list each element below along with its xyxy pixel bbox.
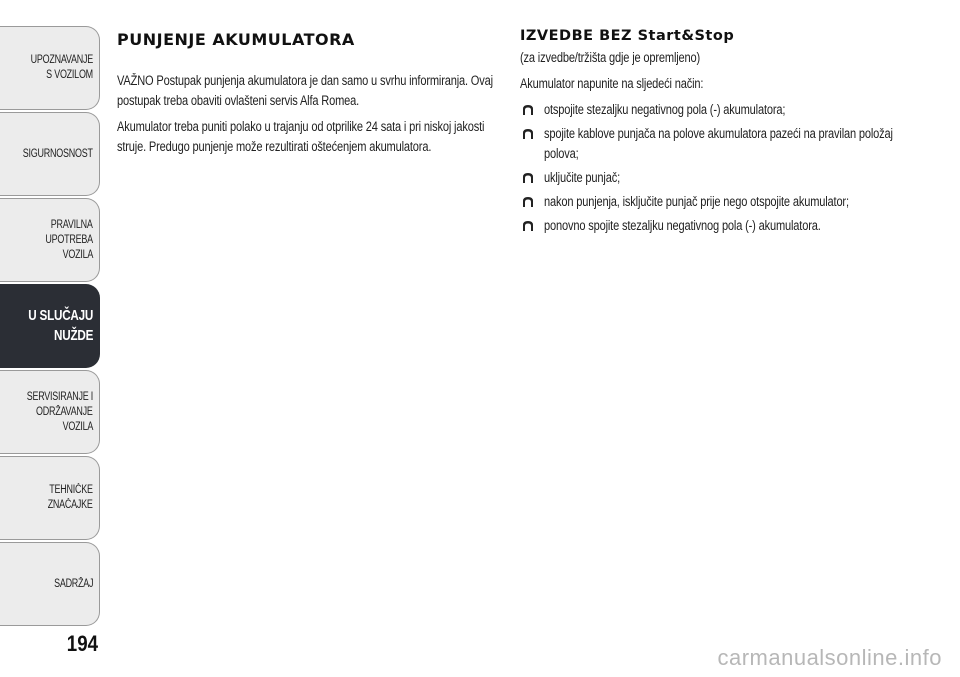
tab-sigurnosnost[interactable] <box>0 112 100 196</box>
charging-steps-list <box>520 100 920 236</box>
bullet-mark-icon <box>522 220 534 232</box>
list-item <box>520 216 920 236</box>
paragraph-text: Akumulator treba puniti polako u trajanju od otprilike 24 sata i pri niskoj jakosti struje. Predugo punjenje može rezultirati oštećenjem akumulatora. <box>117 119 485 154</box>
tab-label-line: VOZILA <box>62 420 93 433</box>
tab-upoznavanje-s-vozilom[interactable] <box>0 26 100 110</box>
bullet-mark-icon <box>522 196 534 208</box>
left-column <box>117 26 502 163</box>
step-text: ponovno spojite stezaljku negativnog pola (-) akumulatora. <box>544 218 821 233</box>
list-item <box>520 192 920 212</box>
tab-label-line: SIGURNOSNOST <box>23 147 93 160</box>
list-item <box>520 168 920 188</box>
tab-u-slucaju-nuzde[interactable] <box>0 284 100 368</box>
subsection-subtitle <box>520 48 920 68</box>
tab-label-line: PRAVILNA <box>51 218 93 231</box>
step-text: otspojite stezaljku negativnog pola (-) akumulatora; <box>544 102 786 117</box>
tab-label-line: TEHNIČKE <box>49 484 93 496</box>
tab-pravilna-upotreba-vozila[interactable] <box>0 198 100 282</box>
tab-label-line: ODRŽAVANJE <box>36 405 93 418</box>
list-item <box>520 100 920 120</box>
tab-label-line: SERVISIRANJE I <box>26 390 93 403</box>
subtitle-text: (za izvedbe/tržišta gdje je opremljeno) <box>520 50 701 65</box>
step-text: uključite punjač; <box>544 170 620 185</box>
important-note-paragraph <box>117 71 502 111</box>
watermark: carmanualsonline.info <box>717 645 942 670</box>
bullet-mark-icon <box>522 172 534 184</box>
tab-label-line: NUŽDE <box>53 327 93 344</box>
instructions-intro <box>520 74 920 94</box>
step-text: spojite kablove punjača na polove akumulatora pazeći na pravilan položaj polova; <box>544 126 893 161</box>
bullet-mark-icon <box>522 128 534 140</box>
tab-tehnicke-znacajke[interactable] <box>0 456 100 540</box>
paragraph-text: VAŽNO Postupak punjenja akumulatora je dan samo u svrhu informiranja. Ovaj postupak treba obaviti ovlašteni servis Alfa Romea. <box>117 73 493 108</box>
right-column <box>520 26 920 240</box>
tab-label-line: SADRŽAJ <box>53 577 93 590</box>
intro-text: Akumulator napunite na sljedeći način: <box>520 76 704 91</box>
tab-label-line: U SLUČAJU <box>28 307 93 324</box>
sidebar-tabs <box>0 0 104 677</box>
tab-label-line: UPOTREBA <box>45 233 93 246</box>
bullet-mark-icon <box>522 104 534 116</box>
tab-label-line: VOZILA <box>62 248 93 261</box>
tab-label-line: S VOZILOM <box>46 69 93 81</box>
section-title: PUNJENJE AKUMULATORA <box>117 30 355 49</box>
step-text: nakon punjenja, isključite punjač prije nego otspojite akumulator; <box>544 194 849 209</box>
tab-servisiranje-i-odrzavanje-vozila[interactable] <box>0 370 100 454</box>
list-item <box>520 124 920 164</box>
charging-info-paragraph <box>117 117 502 157</box>
tab-sadrzaj[interactable] <box>0 542 100 626</box>
tab-label-line: UPOZNAVANJE <box>30 54 93 66</box>
page-number: 194 <box>66 631 98 656</box>
subsection-title: IZVEDBE BEZ Start&Stop <box>520 28 735 44</box>
tab-label-line: ZNAČAJKE <box>48 499 93 511</box>
